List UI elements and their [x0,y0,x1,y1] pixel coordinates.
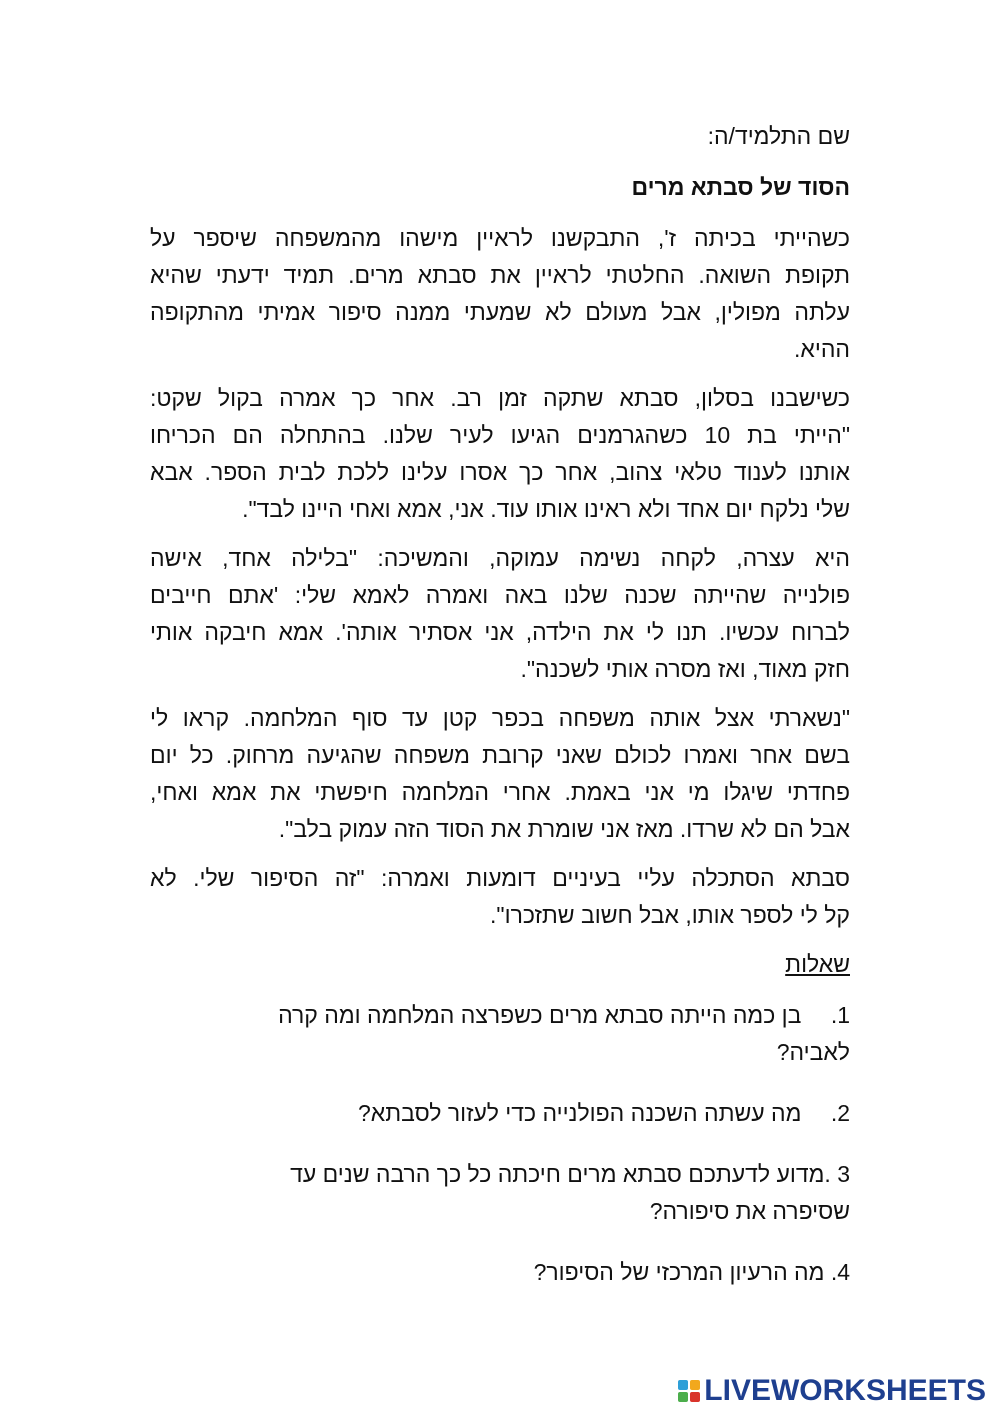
question-line: לאביה? [776,1039,850,1065]
paragraph-line: פחדתי שיגלו מי אני באמת. אחרי המלחמה חיפשתי את אמא ואחי, [150,779,850,805]
paragraph-line: שלי נלקח יום אחד ולא ראינו אותו עוד. אני, אמא ואחי היינו לבד". [242,496,850,522]
liveworksheets-logo[interactable] [678,1374,986,1408]
logo-square [678,1392,688,1402]
paragraph-line: כשישבנו בסלון, סבתא שתקה זמן רב. אחר כך אמרה בקול שקט: [150,385,850,411]
logo-square [690,1380,700,1390]
paragraph-line: בשם אחר ואמרו לכולם שאני קרובת משפחה שהגיעה מרחוק. כל יום [150,742,850,768]
logo-square [678,1380,688,1390]
paragraph-5 [150,860,850,934]
paragraph-line: קל לי לספר אותו, אבל חשוב שתזכרו". [490,902,850,928]
paragraph-line: ההיא. [794,336,850,362]
question-1 [150,997,850,1071]
logo-square [690,1392,700,1402]
question-text: .מדוע לדעתכם סבתא מרים חיכתה כל כך הרבה שנים עד [290,1161,831,1187]
paragraph-line: אותנו לענוד טלאי צהוב, אחר כך אסרו עלינו ללכת לבית הספר. אבא [150,459,850,485]
paragraph-line: היא עצרה, לקחה נשימה עמוקה, והמשיכה: "בלילה אחד, אישה [150,545,850,571]
paragraph-line: לברוח עכשיו. תנו לי את הילדה, אני אסתיר אותה'. אמא חיבקה אותי [150,619,850,645]
paragraph-4 [150,700,850,848]
paragraph-line: חזק מאוד, ואז מסרה אותי לשכנה". [520,656,850,682]
question-number: 1. [830,1002,850,1028]
question-number: 3 [837,1161,850,1187]
logo-grid-icon [678,1380,700,1402]
story-title: הסוד של סבתא מרים [631,174,850,200]
question-line [150,997,850,1034]
question-text: מה הרעיון המרכזי של הסיפור? [533,1259,825,1285]
logo-text: LIVEWORKSHEETS [704,1374,986,1407]
worksheet-page [150,118,850,1315]
paragraph-line: עלתה מפולין, אבל מעולם לא שמעתי ממנה סיפור אמיתי מהתקופה [150,299,850,325]
paragraph-1 [150,220,850,368]
paragraph-line: אבל הם לא שרדו. מאז אני שומרת את הסוד הזה עמוק בלב". [278,816,850,842]
student-name-label: שם התלמיד/ה: [707,123,850,149]
question-number: 4. [830,1259,850,1285]
paragraph-line: תקופת השואה. החלטתי לראיין את סבתא מרים. תמיד ידעתי שהיא [150,262,850,288]
question-line [150,1156,850,1193]
questions-header: שאלות [785,951,850,977]
paragraph-2 [150,380,850,528]
question-2 [150,1095,850,1132]
question-line: שסיפרה את סיפורה? [649,1198,850,1224]
paragraph-line: "נשארתי אצל אותה משפחה בכפר קטן עד סוף המלחמה. קראו לי [150,705,850,731]
question-4 [150,1254,850,1291]
paragraph-3 [150,540,850,688]
question-text: מה עשתה השכנה הפולנייה כדי לעזור לסבתא? [358,1100,802,1126]
paragraph-line: "הייתי בת 10 כשהגרמנים הגיעו לעיר שלנו. בהתחלה הם הכריחו [150,422,850,448]
paragraph-line: כשהייתי בכיתה ז', התבקשנו לראיין מישהו מהמשפחה שיספר על [150,225,850,251]
paragraph-line: פולנייה שהייתה שכנה שלנו באה ואמרה לאמא שלי: 'אתם חייבים [150,582,850,608]
question-number: 2. [830,1100,850,1126]
question-text: בן כמה הייתה סבתא מרים כשפרצה המלחמה ומה קרה [278,1002,802,1028]
question-line [150,1254,850,1291]
question-line [150,1095,850,1132]
paragraph-line: סבתא הסתכלה עליי בעיניים דומעות ואמרה: "זה הסיפור שלי. לא [150,865,850,891]
question-3 [150,1156,850,1230]
